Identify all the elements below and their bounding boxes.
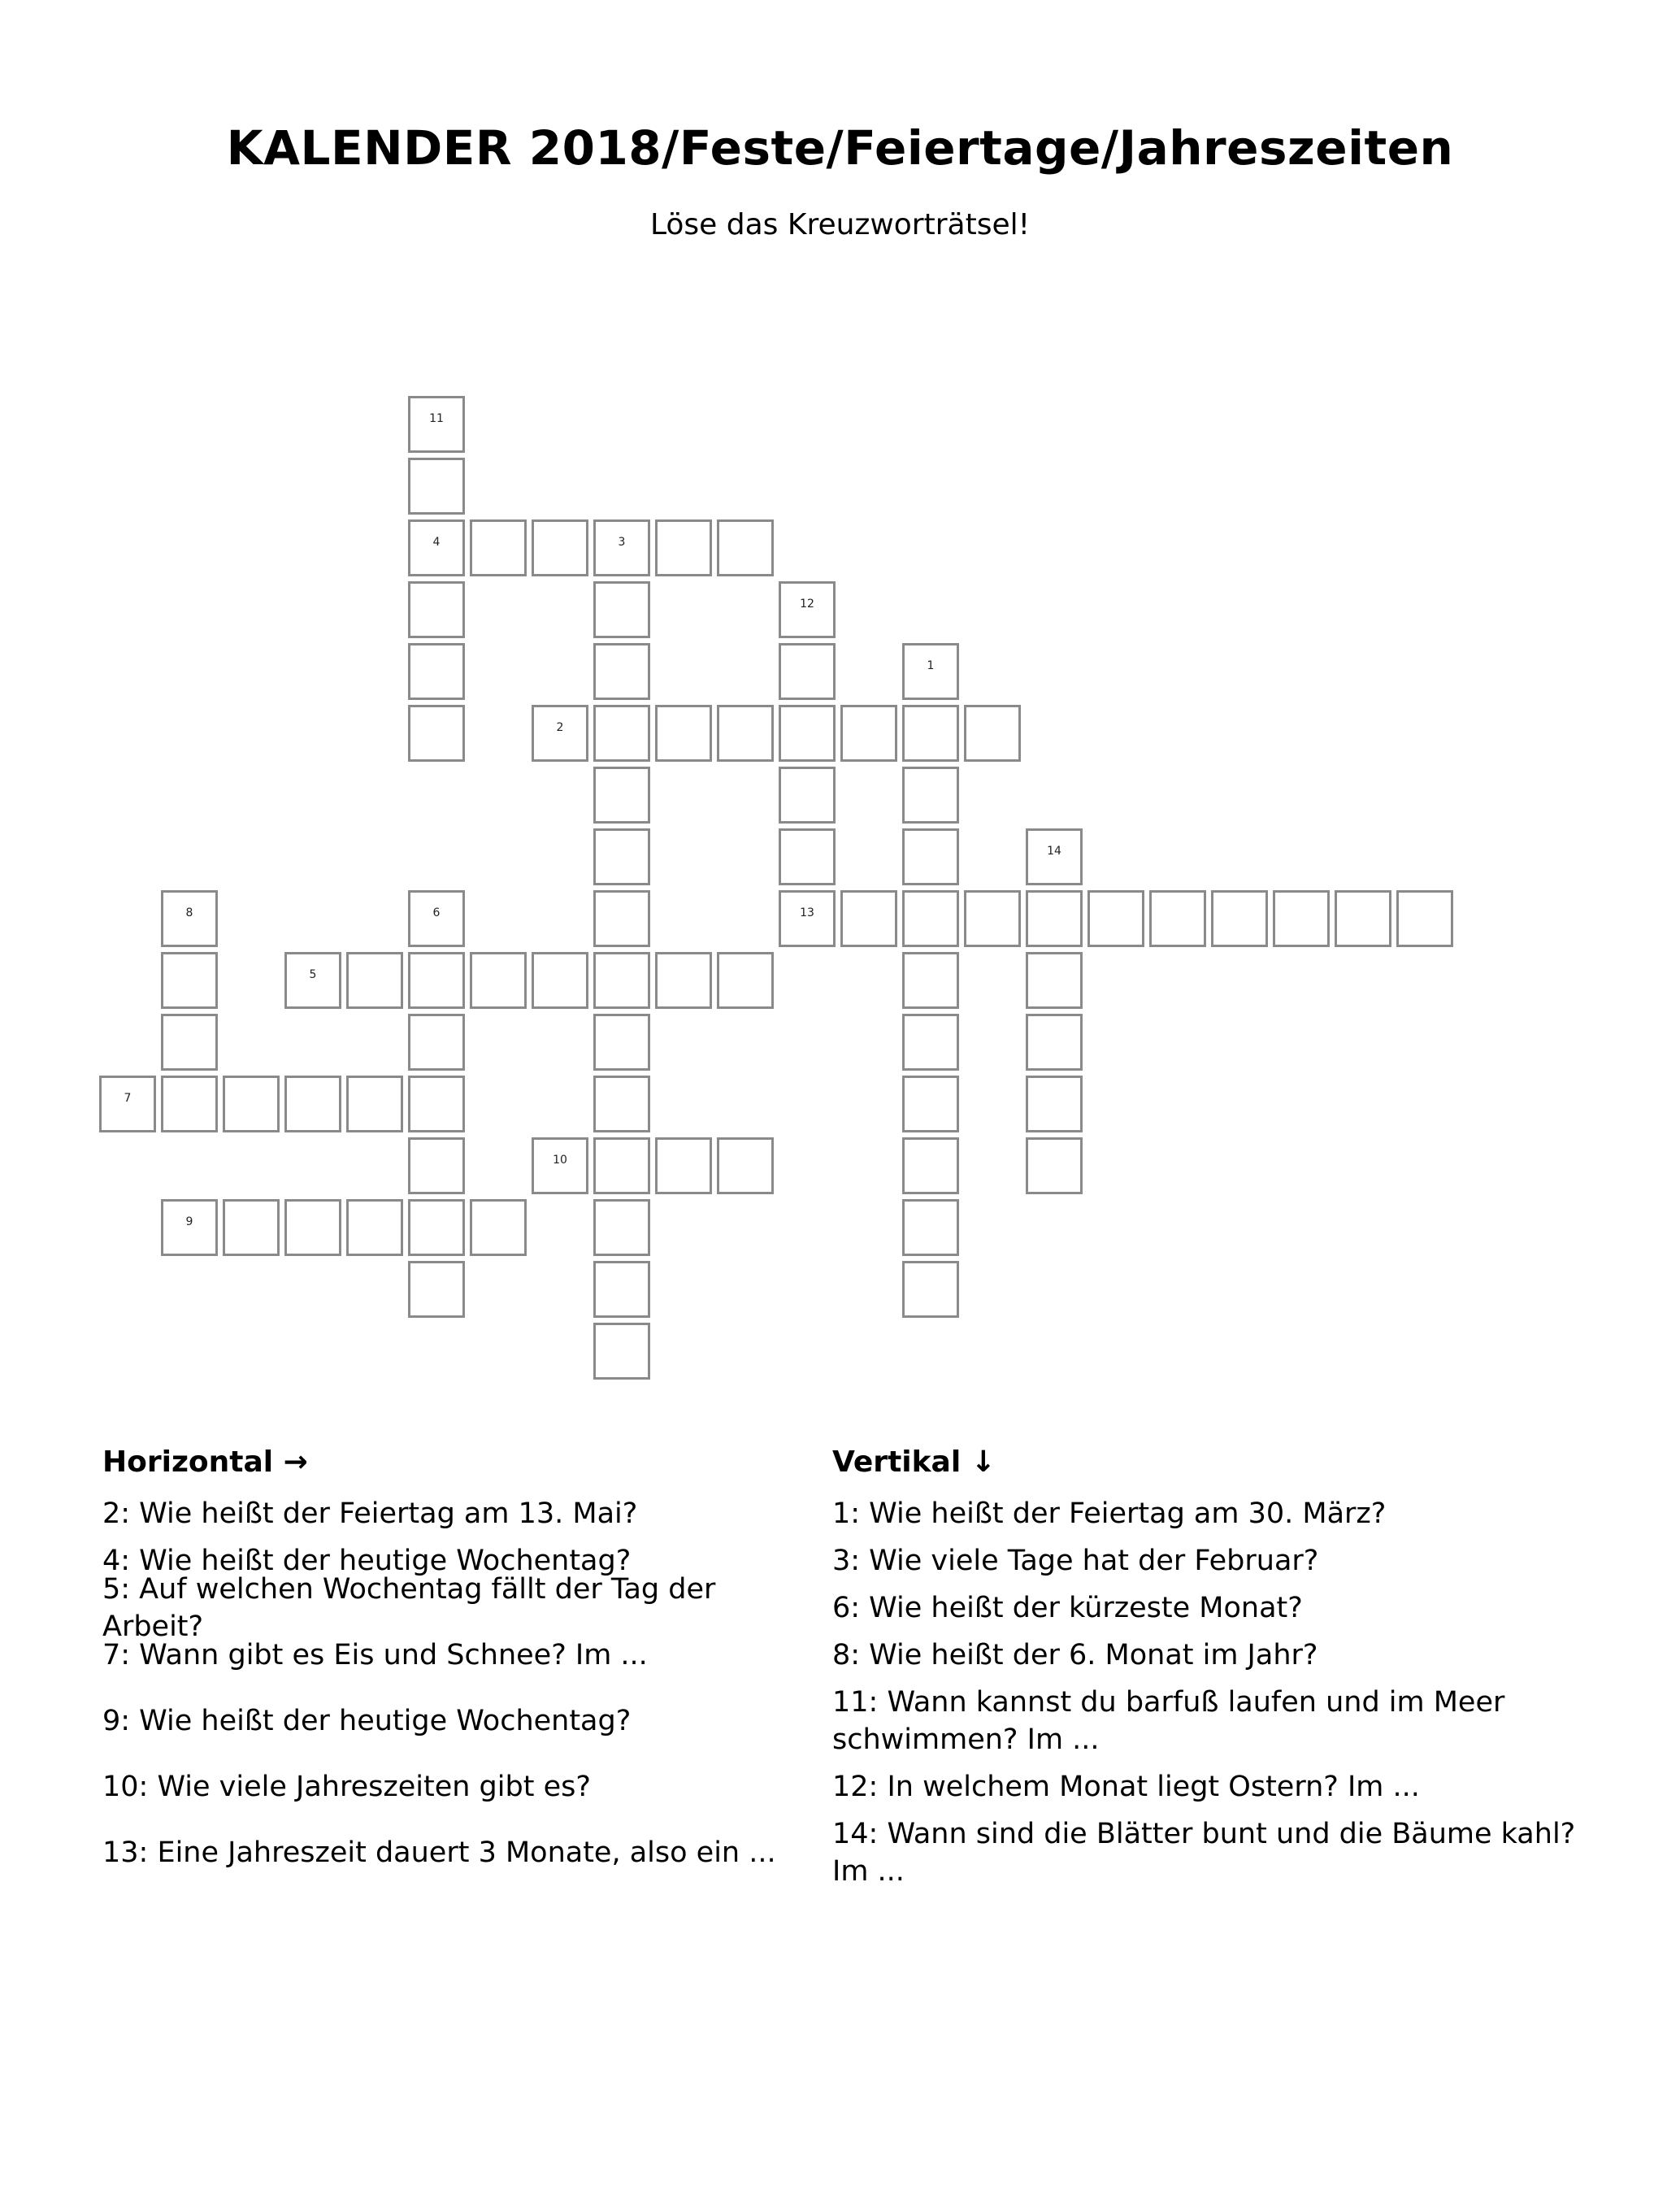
crossword-cell[interactable]	[284, 1199, 341, 1256]
crossword-cell[interactable]	[593, 1137, 650, 1194]
crossword-cell[interactable]	[161, 1199, 218, 1256]
clue-horizontal-9: 9: Wie heißt der heutige Wochentag?	[102, 1705, 632, 1737]
clue-vertical-1: 1: Wie heißt der Feiertag am 30. März?	[832, 1497, 1387, 1530]
clue-number: 3	[618, 536, 626, 549]
crossword-cell[interactable]	[840, 705, 897, 762]
crossword-cell[interactable]	[779, 705, 836, 762]
crossword-cell[interactable]	[1026, 1137, 1083, 1194]
vertical-clues	[832, 1443, 1588, 1895]
clue-vertical-14: 14: Wann sind die Blätter bunt und die Bäume kahl? Im ...	[832, 1818, 1576, 1888]
clue-horizontal-4: 4: Wie heißt der heutige Wochentag?	[102, 1545, 632, 1577]
clue-vertical-8: 8: Wie heißt der 6. Monat im Jahr?	[832, 1639, 1318, 1671]
crossword-cell[interactable]	[1273, 890, 1330, 947]
crossword-cell[interactable]	[470, 1199, 527, 1256]
crossword-cell[interactable]	[902, 1261, 959, 1318]
crossword-cell[interactable]	[717, 952, 774, 1009]
crossword-cell[interactable]	[593, 1199, 650, 1256]
crossword-cell[interactable]	[161, 1076, 218, 1132]
clue-vertical-3: 3: Wie viele Tage hat der Februar?	[832, 1545, 1319, 1577]
crossword-cell[interactable]	[902, 890, 959, 947]
crossword-cell[interactable]	[1026, 1076, 1083, 1132]
crossword-cell[interactable]	[408, 396, 465, 453]
crossword-cell[interactable]	[593, 952, 650, 1009]
crossword-cell[interactable]	[408, 519, 465, 576]
crossword-cell[interactable]	[1026, 890, 1083, 947]
clue-number: 2	[556, 721, 564, 734]
clue-number: 11	[429, 412, 444, 425]
clue-horizontal-10: 10: Wie viele Jahreszeiten gibt es?	[102, 1771, 591, 1803]
crossword-cell[interactable]	[593, 1261, 650, 1318]
crossword-cell[interactable]	[902, 1014, 959, 1071]
crossword-cell[interactable]	[408, 705, 465, 762]
crossword-cell[interactable]	[408, 1014, 465, 1071]
page-subtitle: Löse das Kreuzworträtsel!	[649, 208, 1031, 241]
crossword-cell[interactable]	[902, 1137, 959, 1194]
clue-horizontal-5: 5: Auf welchen Wochentag fällt der Tag der Arbeit?	[102, 1573, 716, 1643]
clue-number: 1	[927, 659, 935, 672]
crossword-cell[interactable]	[593, 828, 650, 885]
crossword-cell[interactable]	[593, 519, 650, 576]
clue-number: 9	[185, 1215, 193, 1228]
clue-number: 7	[124, 1092, 132, 1105]
crossword-cell[interactable]	[284, 952, 341, 1009]
crossword-cell[interactable]	[408, 458, 465, 515]
crossword-cell[interactable]	[902, 705, 959, 762]
crossword-cell[interactable]	[1396, 890, 1453, 947]
clue-number: 12	[800, 598, 814, 611]
clue-vertical-11: 11: Wann kannst du barfuß laufen und im Meer schwimmen? Im ...	[832, 1686, 1505, 1756]
clue-vertical-6: 6: Wie heißt der kürzeste Monat?	[832, 1592, 1303, 1624]
crossword-cell[interactable]	[532, 519, 588, 576]
crossword-cell[interactable]	[346, 1076, 403, 1132]
crossword-cell[interactable]	[593, 1014, 650, 1071]
crossword-cell[interactable]	[161, 1014, 218, 1071]
clue-horizontal-2: 2: Wie heißt der Feiertag am 13. Mai?	[102, 1497, 638, 1530]
crossword-cell[interactable]	[902, 767, 959, 824]
crossword-cell[interactable]	[408, 952, 465, 1009]
clue-horizontal-13: 13: Eine Jahreszeit dauert 3 Monate, also ein ...	[102, 1836, 776, 1869]
crossword-cell[interactable]	[593, 1076, 650, 1132]
crossword-cell[interactable]	[99, 1076, 156, 1132]
crossword-cell[interactable]	[779, 767, 836, 824]
crossword-cell[interactable]	[223, 1199, 280, 1256]
clue-number: 14	[1047, 845, 1061, 858]
crossword-cell[interactable]	[902, 1199, 959, 1256]
crossword-cell[interactable]	[779, 828, 836, 885]
crossword-cell[interactable]	[470, 952, 527, 1009]
crossword-cell[interactable]	[902, 952, 959, 1009]
crossword-cell[interactable]	[593, 581, 650, 638]
crossword-cell[interactable]	[717, 519, 774, 576]
crossword-cell[interactable]	[1211, 890, 1268, 947]
crossword-cell[interactable]	[593, 705, 650, 762]
crossword-cell[interactable]	[902, 1076, 959, 1132]
page-title: KALENDER 2018/Feste/Feiertage/Jahreszeiten	[226, 120, 1454, 176]
clue-number: 10	[553, 1154, 567, 1167]
crossword-cell[interactable]	[346, 1199, 403, 1256]
crossword-cell[interactable]	[408, 1199, 465, 1256]
horizontal-clues	[102, 1443, 818, 1895]
crossword-cell[interactable]	[532, 1137, 588, 1194]
crossword-cell[interactable]	[655, 519, 712, 576]
clue-number: 5	[309, 968, 317, 981]
crossword-cell[interactable]	[532, 705, 588, 762]
crossword-cell[interactable]	[779, 581, 836, 638]
crossword-cell[interactable]	[408, 1076, 465, 1132]
clue-horizontal-7: 7: Wann gibt es Eis und Schnee? Im ...	[102, 1639, 648, 1671]
crossword-cell[interactable]	[779, 643, 836, 700]
crossword-cell[interactable]	[964, 890, 1021, 947]
crossword-cell[interactable]	[902, 828, 959, 885]
crossword-cell[interactable]	[593, 1323, 650, 1380]
crossword-cell[interactable]	[408, 890, 465, 947]
crossword-cell[interactable]	[346, 952, 403, 1009]
crossword-cell[interactable]	[779, 890, 836, 947]
crossword-cell[interactable]	[1087, 890, 1144, 947]
crossword-cell[interactable]	[408, 1137, 465, 1194]
crossword-cell[interactable]	[717, 705, 774, 762]
clue-vertical-12: 12: In welchem Monat liegt Ostern? Im ...	[832, 1771, 1420, 1803]
crossword-cell[interactable]	[161, 952, 218, 1009]
crossword-cell[interactable]	[840, 890, 897, 947]
crossword-cell[interactable]	[1026, 828, 1083, 885]
crossword-cell[interactable]	[964, 705, 1021, 762]
crossword-cell[interactable]	[1026, 1014, 1083, 1071]
crossword-cell[interactable]	[655, 1137, 712, 1194]
crossword-cell[interactable]	[902, 643, 959, 700]
crossword-cell[interactable]	[470, 519, 527, 576]
crossword-cell[interactable]	[593, 767, 650, 824]
crossword-cell[interactable]	[655, 952, 712, 1009]
vertical-heading: Vertikal ↓	[832, 1445, 996, 1479]
crossword-cell[interactable]	[1335, 890, 1391, 947]
horizontal-heading: Horizontal →	[102, 1445, 308, 1479]
crossword-cell[interactable]	[408, 643, 465, 700]
crossword-cell[interactable]	[593, 643, 650, 700]
crossword-cell[interactable]	[223, 1076, 280, 1132]
clue-number: 4	[432, 536, 441, 549]
crossword-cell[interactable]	[284, 1076, 341, 1132]
clue-number: 6	[432, 906, 441, 919]
crossword-cell[interactable]	[408, 581, 465, 638]
clue-number: 8	[185, 906, 193, 919]
crossword-cell[interactable]	[593, 890, 650, 947]
crossword-cell[interactable]	[1149, 890, 1206, 947]
crossword-cell[interactable]	[655, 705, 712, 762]
crossword-cell[interactable]	[717, 1137, 774, 1194]
crossword-cell[interactable]	[161, 890, 218, 947]
clue-number: 13	[800, 906, 814, 919]
crossword-cell[interactable]	[532, 952, 588, 1009]
crossword-cell[interactable]	[408, 1261, 465, 1318]
crossword-cell[interactable]	[1026, 952, 1083, 1009]
